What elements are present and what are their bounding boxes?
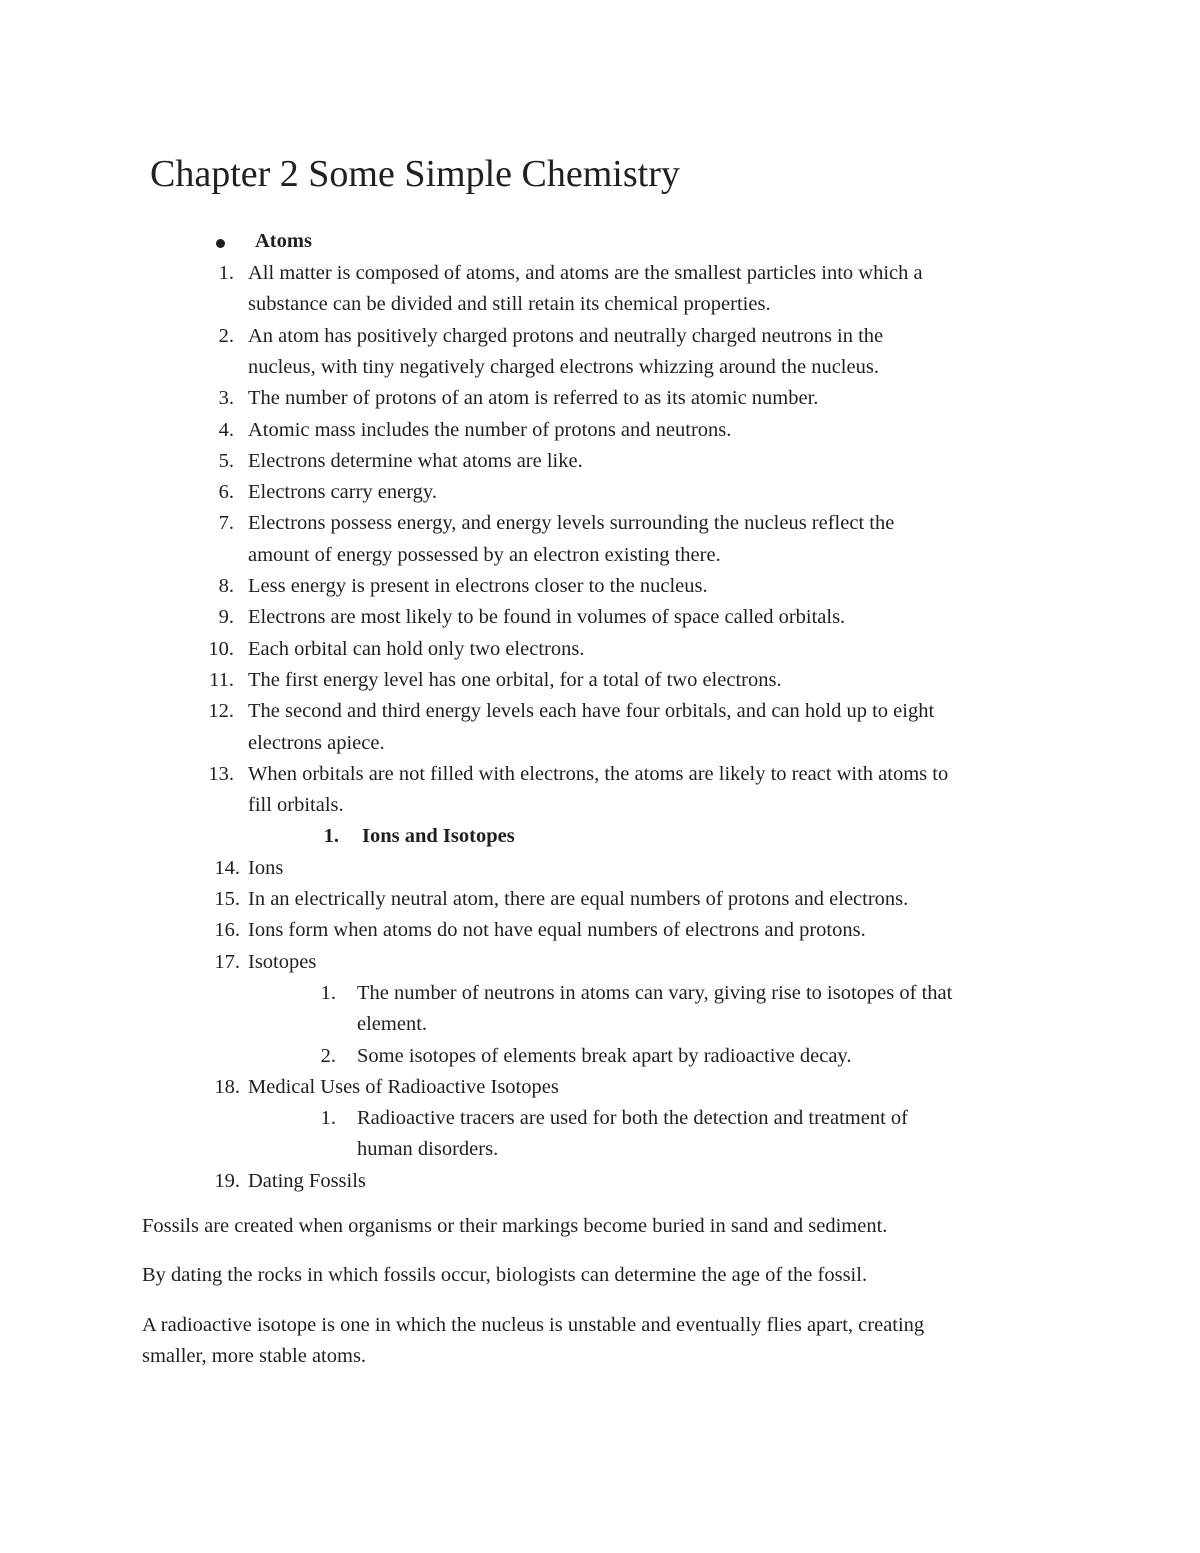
paragraph-line: Fossils are created when organisms or their markings become buried in sand and sediment. [142, 1215, 888, 1237]
list-item-number: 11. [209, 668, 234, 691]
list-item-text: An atom has positively charged protons and neutrally charged neutrons in the [248, 324, 884, 347]
paragraph-line: By dating the rocks in which fossils occur, biologists can determine the age of the fossil. [142, 1264, 868, 1287]
list-item-number: 16. [214, 919, 240, 942]
list-item-number: 1. [218, 262, 234, 284]
list-item-text: The second and third energy levels each have four orbitals, and can hold up to eight [248, 700, 935, 723]
list-item-text: Each orbital can hold only two electrons. [248, 637, 585, 660]
list-item-text: The number of protons of an atom is referred to as its atomic number. [248, 387, 819, 410]
list-item-text: fill orbitals. [248, 794, 344, 817]
sub-list-item-text: The number of neutrons in atoms can vary, giving rise to isotopes of that [357, 981, 953, 1004]
atoms-heading-label: Atoms [255, 230, 312, 252]
sub-list-item-text: human disorders. [357, 1138, 499, 1161]
list-item-text: Electrons carry energy. [248, 481, 437, 504]
subsection-heading-number: 1. [323, 825, 339, 848]
list-item-number: 17. [214, 950, 240, 973]
list-item-text: Electrons are most likely to be found in volumes of space called orbitals. [248, 606, 846, 629]
list-item-text: substance can be divided and still retain its chemical properties. [248, 293, 771, 316]
list-item-text: Isotopes [248, 950, 317, 973]
page-title: Chapter 2 Some Simple Chemistry [150, 153, 680, 195]
subsection-heading-text: Ions and Isotopes [362, 825, 515, 848]
list-item-text: Atomic mass includes the number of protons and neutrons. [248, 418, 732, 441]
list-item-number: 9. [218, 606, 234, 629]
sub-list-item-text: Some isotopes of elements break apart by radioactive decay. [357, 1044, 852, 1067]
list-item-number: 15. [214, 888, 240, 910]
list-item-text: Ions [248, 856, 284, 879]
list-item-text: amount of energy possessed by an electron existing there. [248, 543, 721, 566]
list-item-number: 6. [218, 481, 234, 504]
list-item-number: 8. [218, 575, 234, 597]
sub-list-item-text: Radioactive tracers are used for both the detection and treatment of [357, 1107, 908, 1130]
list-item-text: nucleus, with tiny negatively charged electrons whizzing around the nucleus. [248, 355, 879, 378]
list-item-number: 2. [218, 324, 234, 347]
list-item-text: electrons apiece. [248, 731, 385, 754]
list-item-text: In an electrically neutral atom, there are equal numbers of protons and electrons. [248, 888, 909, 910]
list-item-number: 19. [214, 1169, 240, 1192]
list-item-number: 5. [218, 449, 234, 472]
list-item-text: Medical Uses of Radioactive Isotopes [248, 1075, 559, 1098]
list-item-text: Electrons possess energy, and energy levels surrounding the nucleus reflect the [248, 512, 895, 535]
list-item-number: 14. [214, 856, 240, 879]
list-item-text: Electrons determine what atoms are like. [248, 449, 583, 472]
bullet-icon [216, 239, 225, 248]
list-item-text: All matter is composed of atoms, and atoms are the smallest particles into which a [248, 262, 923, 284]
paragraph-line: A radioactive isotope is one in which the nucleus is unstable and eventually flies apart, creating [142, 1313, 925, 1336]
sub-list-item-number: 2. [320, 1044, 336, 1067]
list-item-number: 3. [218, 387, 234, 410]
list-item-number: 13. [208, 762, 234, 785]
list-item-text: The first energy level has one orbital, for a total of two electrons. [248, 668, 782, 691]
list-item-text: Dating Fossils [248, 1169, 366, 1192]
list-item-text: Ions form when atoms do not have equal numbers of electrons and protons. [248, 919, 866, 942]
sub-list-item-number: 1. [320, 1107, 336, 1130]
list-item-number: 12. [208, 700, 234, 723]
list-item-number: 4. [218, 418, 234, 441]
paragraph-line: smaller, more stable atoms. [142, 1344, 367, 1367]
sub-list-item-text: element. [357, 1013, 428, 1036]
list-item-number: 10. [208, 637, 234, 660]
list-item-number: 7. [218, 512, 234, 535]
list-item-number: 18. [214, 1075, 240, 1098]
list-item-text: Less energy is present in electrons closer to the nucleus. [248, 575, 708, 597]
list-item-text: When orbitals are not filled with electrons, the atoms are likely to react with atoms to [248, 762, 949, 785]
sub-list-item-number: 1. [320, 981, 336, 1004]
